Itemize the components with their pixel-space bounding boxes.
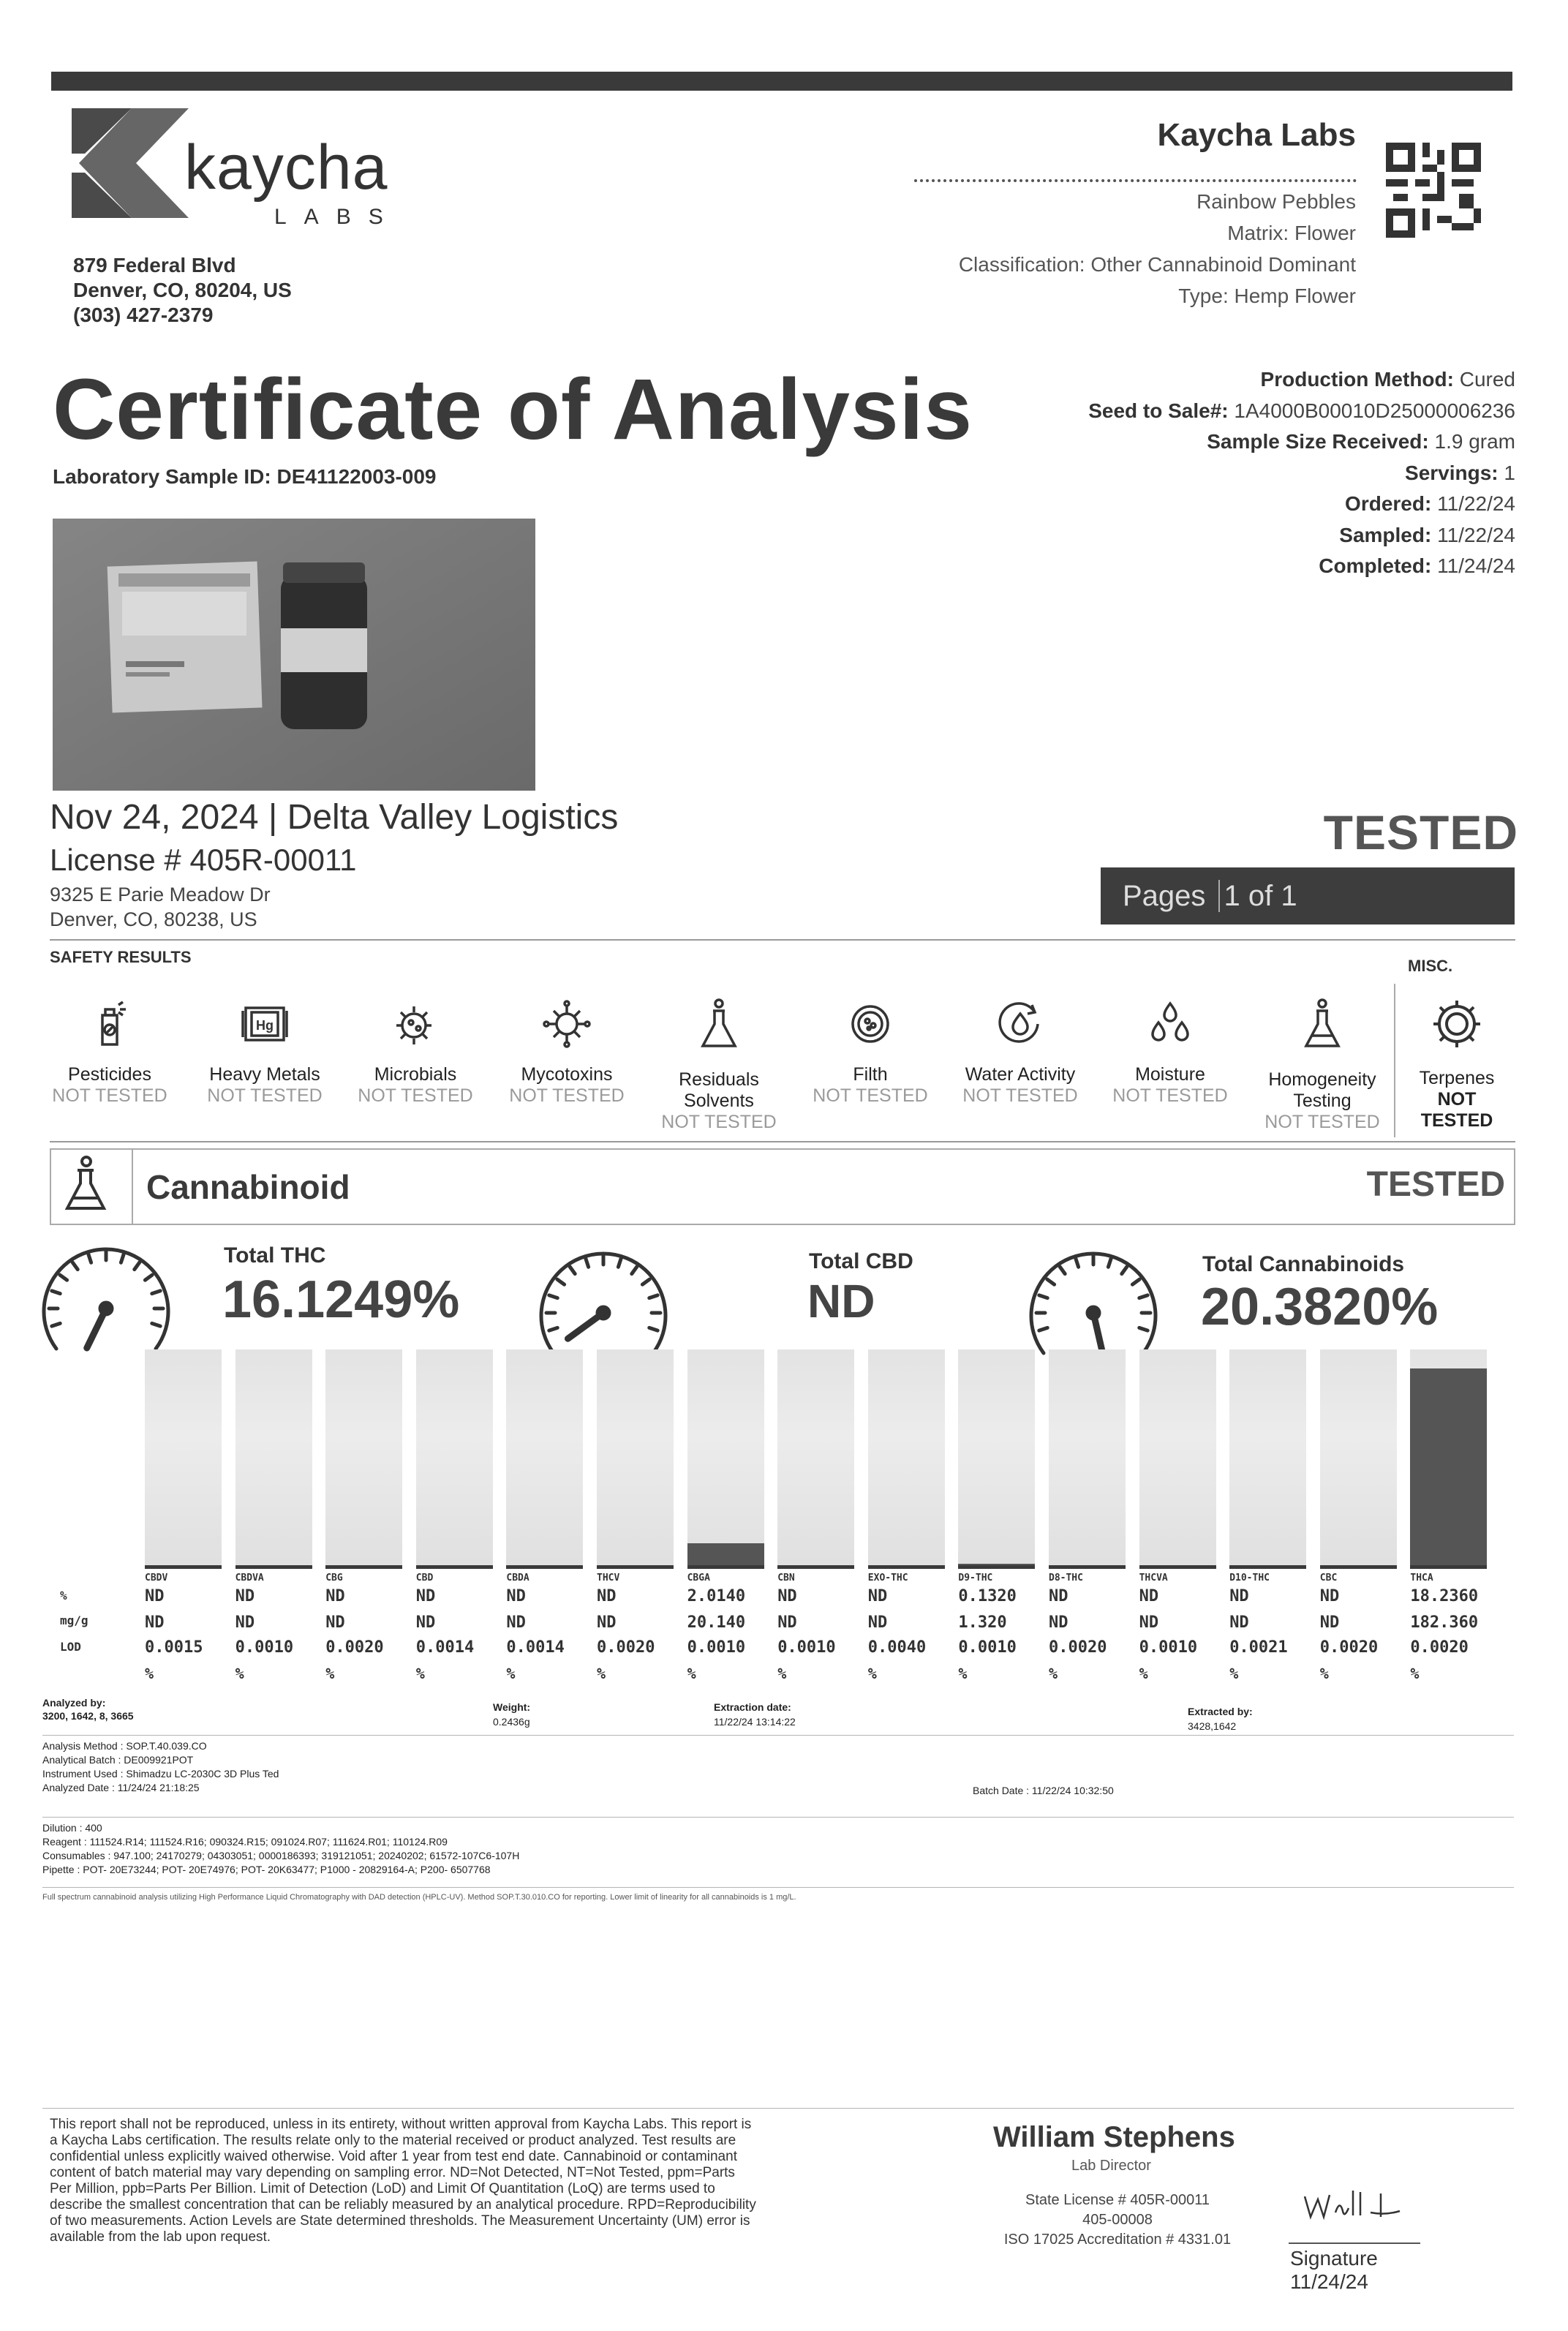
extraction-label: Extraction date: [714, 1701, 791, 1713]
meta-label: Sample Size Received: [1207, 430, 1429, 453]
cell-pct: ND [325, 1587, 345, 1605]
moisture-icon [1141, 995, 1199, 1053]
meta-label: Ordered: [1345, 492, 1432, 515]
bar-d9-thc [958, 1349, 1035, 1569]
cell-mg: 182.360 [1410, 1613, 1479, 1632]
product-name: Rainbow Pebbles [1196, 190, 1356, 213]
meta-label: Production Method: [1260, 368, 1454, 391]
client-address-line-1: 9325 E Parie Meadow Dr [50, 884, 271, 905]
meta-row [1088, 426, 1515, 458]
cell-unit: % [1229, 1665, 1239, 1682]
cell-mg: ND [235, 1613, 255, 1632]
header-bar [51, 72, 1512, 91]
total-cannabinoids-label: Total Cannabinoids [1202, 1252, 1405, 1276]
instrument-used: Instrument Used : Shimadzu LC-2030C 3D Plus Ted [42, 1768, 279, 1780]
safety-item-name: Pesticides [68, 1064, 151, 1085]
cell-lod: 0.0020 [1049, 1638, 1107, 1657]
meta-value: 11/24/24 [1437, 554, 1515, 577]
safety-item-status: NOT TESTED [813, 1085, 928, 1106]
safety-item-name-2: Testing [1293, 1091, 1352, 1111]
weight: 0.2436g [493, 1716, 530, 1728]
address-line-2: Denver, CO, 80204, US [73, 279, 292, 301]
reagent: Reagent : 111524.R14; 111524.R16; 090324.R15; 091024.R07; 111624.R01; 110124.R09 [42, 1836, 448, 1848]
logo-subtext: LABS [274, 205, 401, 229]
client-license: License # 405R-00011 [50, 843, 357, 877]
safety-item-status: NOT TESTED [358, 1085, 473, 1106]
meta-value: 1A4000B00010D25000006236 [1234, 399, 1515, 422]
dilution: Dilution : 400 [42, 1822, 102, 1834]
reagent-details [42, 1821, 519, 1877]
cell-name: CBG [325, 1573, 343, 1584]
analysis-details [42, 1739, 279, 1795]
disclaimer-line: confidential unless explicitly waived otherwise. Void after 1 year from test end date. Cannabinoid or contaminant [50, 2149, 737, 2164]
cell-unit: % [235, 1665, 244, 1682]
cell-mg: ND [1319, 1613, 1340, 1632]
row-label-pct: % [60, 1589, 67, 1603]
cell-mg: ND [1049, 1613, 1068, 1632]
residual-solvents-icon [690, 995, 748, 1053]
cell-mg: ND [415, 1613, 436, 1632]
cell-pct: ND [1139, 1587, 1159, 1605]
disclaimer-line: content of batch material may vary depending on sampling error. ND=Not Detected, NT=Not Tested, ppm=Parts [50, 2165, 735, 2180]
safety-title: SAFETY RESULTS [50, 948, 192, 966]
meta-value: 11/22/24 [1437, 492, 1515, 515]
cannabinoid-divider [132, 1150, 133, 1224]
meta-value: Cured [1459, 368, 1515, 391]
hg-label: Hg [256, 1018, 274, 1033]
bar-thcva [1139, 1349, 1216, 1569]
cell-unit: % [1049, 1665, 1058, 1682]
cell-lod: 0.0010 [1139, 1638, 1198, 1657]
safety-item-status: NOT TESTED [962, 1085, 1078, 1106]
safety-item-name: Microbials [374, 1064, 457, 1085]
disclaimer-line: of two measurements. Action Levels are State determined thresholds. The Measurement Uncertainty (UM) error is [50, 2213, 750, 2229]
cell-mg: ND [597, 1613, 617, 1632]
safety-item-name: Moisture [1135, 1064, 1205, 1085]
product-type: Type: Hemp Flower [1178, 285, 1356, 307]
cell-pct: ND [597, 1587, 617, 1605]
meta-row [1088, 396, 1515, 427]
cell-name: THCVA [1139, 1573, 1168, 1584]
cell-pct: ND [506, 1587, 526, 1605]
lab-address [73, 253, 292, 328]
signature-image [1299, 2183, 1409, 2231]
matrix: Matrix: Flower [1227, 222, 1356, 244]
analyzed-date: Analyzed Date : 11/24/24 21:18:25 [42, 1782, 200, 1793]
meta-label: Sampled: [1339, 523, 1432, 546]
homogeneity-icon [1293, 995, 1352, 1053]
cell-pct: 18.2360 [1410, 1587, 1479, 1605]
license-details [979, 2191, 1256, 2250]
analyzed-by-label: Analyzed by: [42, 1697, 106, 1709]
total-cbd-label: Total CBD [809, 1249, 913, 1273]
safety-item-status: NOT TESTED [52, 1085, 167, 1106]
meta-value: 1.9 gram [1434, 430, 1515, 453]
cell-lod: 0.0014 [506, 1638, 565, 1657]
cell-name: CBDVA [235, 1573, 264, 1584]
signer-name: William Stephens [993, 2121, 1235, 2153]
cell-lod: 0.0010 [958, 1638, 1017, 1657]
heavy-metals-icon [235, 995, 294, 1053]
cell-mg: ND [1139, 1613, 1159, 1632]
cell-pct: 0.1320 [958, 1587, 1017, 1605]
mycotoxins-icon [538, 995, 596, 1053]
safety-item-status: NOT TESTED [207, 1085, 323, 1106]
cell-pct: ND [235, 1587, 255, 1605]
signature-date: 11/24/24 [1290, 2270, 1368, 2293]
safety-item-name: Homogeneity [1268, 1069, 1376, 1090]
flask-icon [60, 1154, 111, 1216]
cell-name: D8-THC [1049, 1573, 1083, 1584]
mycotoxins-label [497, 1064, 636, 1107]
terpenes-icon [1428, 995, 1486, 1053]
bar-d10-thc [1229, 1349, 1306, 1569]
cell-name: EXO-THC [867, 1573, 908, 1584]
cell-name: CBC [1319, 1573, 1338, 1584]
disclaimer-line: describe the smallest concentration that can be reliably measured by an analytical procedure. RPD=Reproducibility [50, 2197, 756, 2213]
meta-row [1088, 364, 1515, 396]
cannabinoid-status: TESTED [1366, 1165, 1505, 1204]
cell-unit: % [777, 1665, 787, 1682]
cell-pct: ND [867, 1587, 888, 1605]
safety-item-name: Mycotoxins [521, 1064, 613, 1085]
cell-name: THCV [597, 1573, 620, 1584]
pages-value: 1 of 1 [1218, 880, 1297, 912]
safety-item-status: NOT TESTED [661, 1112, 777, 1132]
signature-label: Signature [1290, 2247, 1378, 2270]
analyzed-by: 3200, 1642, 8, 3665 [42, 1710, 134, 1722]
bar-d8-thc [1049, 1349, 1126, 1569]
total-cannabinoids-value: 20.3820% [1201, 1278, 1439, 1336]
total-thc-label: Total THC [224, 1243, 326, 1268]
cell-pct: ND [1319, 1587, 1340, 1605]
bar-cbg [325, 1349, 402, 1569]
cell-unit: % [687, 1665, 696, 1682]
cell-lod: 0.0020 [1410, 1638, 1469, 1657]
cell-lod: 0.0020 [325, 1638, 384, 1657]
bar-fill [958, 1564, 1035, 1565]
extracted-by: 3428,1642 [1188, 1720, 1237, 1732]
cell-lod: 0.0010 [777, 1638, 836, 1657]
divider [42, 1887, 1514, 1888]
cell-unit: % [597, 1665, 606, 1682]
row-label-mg: mg/g [60, 1613, 88, 1627]
cell-lod: 0.0020 [1319, 1638, 1379, 1657]
cell-name: CBN [777, 1573, 795, 1584]
filth-icon [841, 995, 900, 1053]
bar-cbdv [145, 1349, 222, 1569]
footer-divider [42, 2108, 1514, 2109]
kaycha-logo [72, 108, 189, 218]
cell-unit: % [506, 1665, 516, 1682]
cell-unit: % [1410, 1665, 1420, 1682]
meta-value: 11/22/24 [1437, 523, 1515, 546]
tested-status: TESTED [1323, 805, 1518, 859]
sample-meta [1088, 364, 1515, 582]
safety-item-name: Residuals [679, 1069, 759, 1090]
cell-mg: 20.140 [687, 1613, 746, 1632]
cell-mg: ND [867, 1613, 888, 1632]
cell-name: D9-THC [958, 1573, 993, 1584]
terpenes-status-2: TESTED [1420, 1110, 1493, 1131]
bar-cbd [416, 1349, 493, 1569]
meta-row [1088, 458, 1515, 489]
pages-label: Pages [1123, 880, 1206, 912]
cell-lod: 0.0010 [687, 1638, 746, 1657]
cell-name: CBGA [687, 1573, 710, 1584]
total-cbd-value: ND [807, 1275, 875, 1328]
pipette: Pipette : POT- 20E73244; POT- 20E74976; POT- 20K63477; P1000 - 20829164-A; P200- 6507768 [42, 1864, 491, 1875]
cell-pct: 2.0140 [687, 1587, 746, 1605]
meta-row [1088, 520, 1515, 551]
bar-exo-thc [868, 1349, 945, 1569]
terpenes-name: Terpenes [1419, 1068, 1495, 1088]
cell-name: D10-THC [1229, 1573, 1270, 1584]
bar-fill [687, 1543, 764, 1565]
cell-lod: 0.0021 [1229, 1638, 1288, 1657]
analysis-method: Analysis Method : SOP.T.40.039.CO [42, 1740, 207, 1752]
meta-row [1088, 489, 1515, 520]
cell-unit: % [415, 1665, 425, 1682]
water-activity-label [951, 1064, 1090, 1107]
cell-name: CBDV [145, 1573, 168, 1584]
consumables: Consumables : 947.100; 24170279; 04303051; 0000186393; 319121051; 20240202; 61572-107C6-107H [42, 1850, 520, 1861]
meta-value: 1 [1504, 461, 1515, 484]
meta-label: Completed: [1319, 554, 1432, 577]
dotted-divider [914, 179, 1357, 182]
cell-pct: ND [777, 1587, 797, 1605]
water-activity-icon [991, 995, 1049, 1053]
cell-lod: 0.0020 [597, 1638, 655, 1657]
cell-lod: 0.0040 [867, 1638, 927, 1657]
meta-row [1088, 551, 1515, 582]
pesticides-label [40, 1064, 179, 1107]
cell-unit: % [1139, 1665, 1148, 1682]
cell-mg: 1.320 [958, 1613, 1007, 1632]
divider [42, 1817, 1514, 1818]
microbials-icon [386, 995, 445, 1053]
misc-label: MISC. [1408, 957, 1453, 975]
divider [42, 1735, 1514, 1736]
batch-date: Batch Date : 11/22/24 10:32:50 [973, 1785, 1114, 1796]
total-thc-value: 16.1249% [222, 1270, 460, 1329]
moisture-label [1101, 1064, 1240, 1107]
safety-item-status: NOT TESTED [1264, 1112, 1380, 1132]
qr-code[interactable] [1386, 143, 1481, 238]
filth-label [801, 1064, 940, 1107]
safety-item-name: Filth [853, 1064, 888, 1085]
client-address-line-2: Denver, CO, 80238, US [50, 908, 257, 930]
sample-photo [53, 519, 535, 791]
bar-cbn [777, 1349, 854, 1569]
pesticides-icon [80, 995, 139, 1053]
safety-item-status: NOT TESTED [509, 1085, 625, 1106]
method-note: Full spectrum cannabinoid analysis utilizing High Performance Liquid Chromatography with DAD detection (HPLC-UV). Method SOP.T.30.010.CO for reporting. Lower limit of linearity for all cannabinoids is 1 mg/L. [42, 1893, 796, 1902]
cell-name: CBD [415, 1573, 434, 1584]
cell-mg: ND [145, 1613, 165, 1632]
cell-name: THCA [1410, 1573, 1433, 1584]
bar-thcv [597, 1349, 674, 1569]
bar-cbga [687, 1349, 764, 1569]
cell-mg: ND [1229, 1613, 1249, 1632]
cell-pct: ND [1049, 1587, 1068, 1605]
microbials-label [346, 1064, 485, 1107]
extraction-date: 11/22/24 13:14:22 [714, 1716, 796, 1728]
bar-cbdva [235, 1349, 312, 1569]
cell-lod: 0.0014 [415, 1638, 475, 1657]
address-line-1: 879 Federal Blvd [73, 254, 236, 276]
analytical-batch: Analytical Batch : DE009921POT [42, 1754, 194, 1766]
bar-cbc [1320, 1349, 1397, 1569]
cell-pct: ND [415, 1587, 436, 1605]
safety-item-status: NOT TESTED [1112, 1085, 1228, 1106]
iso-accreditation: ISO 17025 Accreditation # 4331.01 [1003, 2232, 1232, 2248]
meta-label: Servings: [1405, 461, 1499, 484]
product-info [959, 186, 1356, 312]
cell-unit: % [867, 1665, 877, 1682]
meta-label: Seed to Sale#: [1088, 399, 1229, 422]
terpenes-status-1: NOT [1437, 1089, 1477, 1110]
signer-role: Lab Director [1071, 2158, 1151, 2174]
lab-phone: (303) 427-2379 [73, 304, 214, 326]
terpenes-label [1387, 1068, 1526, 1131]
residual-solvents-label [649, 1069, 788, 1133]
pages-indicator [1101, 867, 1515, 925]
disclaimer-line: a Kaycha Labs certification. The results relate only to the material received or product analyzed. Test results are [50, 2133, 736, 2148]
bar-cbda [506, 1349, 583, 1569]
client-date-name: Nov 24, 2024 | Delta Valley Logistics [50, 798, 619, 837]
disclaimer-line: This report shall not be reproduced, unless in its entirety, without written approval from Kaycha Labs. This report is [50, 2117, 752, 2132]
divider [50, 939, 1515, 941]
cell-mg: ND [506, 1613, 526, 1632]
cell-pct: ND [1229, 1587, 1249, 1605]
cell-unit: % [325, 1665, 335, 1682]
bar-thca [1410, 1349, 1487, 1569]
safety-item-name: Heavy Metals [209, 1064, 320, 1085]
cell-unit: % [145, 1665, 154, 1682]
cell-lod: 0.0010 [235, 1638, 294, 1657]
bar-fill [1410, 1368, 1487, 1565]
safety-item-name: Water Activity [965, 1064, 1076, 1085]
cell-unit: % [1319, 1665, 1329, 1682]
cell-mg: ND [777, 1613, 797, 1632]
disclaimer-line: available from the lab upon request. [50, 2229, 271, 2245]
cell-unit: % [958, 1665, 968, 1682]
homogeneity-label [1253, 1069, 1392, 1133]
cell-name: CBDA [506, 1573, 529, 1584]
cell-pct: ND [145, 1587, 165, 1605]
client-address [50, 882, 271, 932]
state-license: State License # 405R-00011 [1025, 2192, 1210, 2208]
cannabinoid-title: Cannabinoid [146, 1168, 350, 1206]
logo-text: kaycha [184, 132, 388, 203]
extracted-by-label: Extracted by: [1188, 1706, 1253, 1717]
cell-lod: 0.0015 [145, 1638, 203, 1657]
disclaimer-line: Per Million, ppb=Parts Per Billion. Limit of Detection (LoD) and Limit Of Quantitation (LoQ) are terms used to [50, 2181, 715, 2196]
cell-mg: ND [325, 1613, 345, 1632]
safety-item-name-2: Solvents [684, 1091, 754, 1111]
divider [50, 1141, 1515, 1142]
row-label-lod: LOD [60, 1640, 81, 1654]
disclaimer [50, 2117, 949, 2245]
weight-label: Weight: [493, 1701, 531, 1713]
license-number-2: 405-00008 [1082, 2212, 1153, 2228]
classification: Classification: Other Cannabinoid Dominant [958, 253, 1356, 276]
lab-name: Kaycha Labs [1157, 117, 1356, 153]
signature-line [1289, 2242, 1420, 2244]
page-title: Certificate of Analysis [53, 361, 973, 458]
sample-id: Laboratory Sample ID: DE41122003-009 [53, 465, 437, 488]
heavy-metals-label [195, 1064, 334, 1107]
